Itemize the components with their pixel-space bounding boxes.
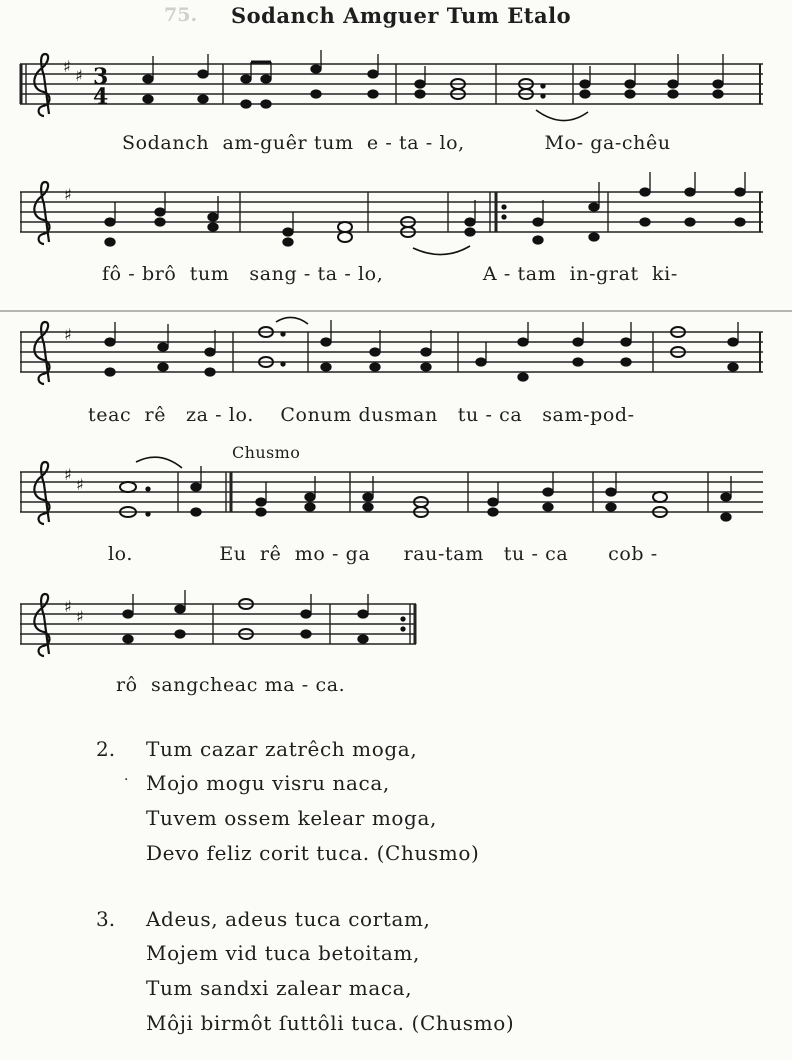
svg-text:♯: ♯ — [64, 465, 72, 484]
time-sig-top: 3 — [93, 64, 109, 90]
stanza-line: Mojem vid tuca betoitam, — [146, 941, 420, 965]
music-staff-1 — [18, 50, 768, 130]
stanza-2 — [146, 737, 706, 877]
time-sig-bottom: 4 — [93, 84, 109, 110]
stanza-line: Tuvem ossem kelear moga, — [146, 806, 437, 830]
song-title: Sodanch Amguer Tum Etalo — [231, 3, 572, 28]
page-divider — [0, 310, 792, 312]
stanza-line: Adeus, adeus tuca cortam, — [146, 907, 431, 931]
stanza-line: Tum cazar zatrêch moga, — [146, 737, 418, 761]
lyric-line-1: Sodanch am-guêr tum e - ta - lo, Mo- ga-chêu — [122, 132, 671, 154]
music-staff-3 — [18, 318, 768, 398]
chorus-label: Chusmo — [232, 443, 301, 462]
stanza-line: Devo feliz corit tuca. (Chusmo) — [146, 841, 480, 865]
svg-text:♯: ♯ — [76, 607, 84, 626]
stanza-line: Môji birmôt ſuttôli tuca. (Chusmo) — [146, 1011, 515, 1035]
lyric-line-4: lo. Eu rê mo - ga rau-tam tu - ca cob - — [108, 543, 658, 565]
staff-3-notation — [18, 318, 768, 398]
lyric-line-5: rô sangcheac ma - ca. — [116, 674, 346, 696]
svg-text:♯: ♯ — [63, 57, 71, 76]
stanza-2-number: 2. — [96, 737, 116, 761]
svg-text:♯: ♯ — [64, 185, 72, 204]
margin-mark: · — [124, 772, 129, 788]
treble-clef-icon — [34, 54, 49, 116]
stanza-line: Mojo mogu visru naca, — [146, 771, 390, 795]
music-staff-5 — [18, 590, 438, 670]
svg-text:♯: ♯ — [64, 597, 72, 616]
music-staff-2 — [18, 178, 768, 258]
staff-1-notation — [18, 50, 768, 130]
svg-text:♯: ♯ — [75, 66, 83, 85]
stanza-3-number: 3. — [96, 907, 116, 931]
lyric-line-2: fô - brô tum sang - ta - lo, A - tam in-grat ki- — [102, 263, 678, 285]
staff-2-notation — [18, 178, 768, 258]
song-number: 75. — [164, 4, 198, 26]
svg-text:♯: ♯ — [64, 325, 72, 344]
svg-text:♯: ♯ — [76, 475, 84, 494]
stanza-line: Tum sandxi zalear maca, — [146, 976, 413, 1000]
lyric-line-3: teac rê za - lo. Conum dusman tu - ca sam-pod- — [88, 404, 635, 426]
stanza-3 — [146, 907, 706, 1047]
staff-5-notation — [18, 590, 438, 670]
staff-4-notation — [18, 458, 768, 538]
music-staff-4 — [18, 458, 768, 538]
